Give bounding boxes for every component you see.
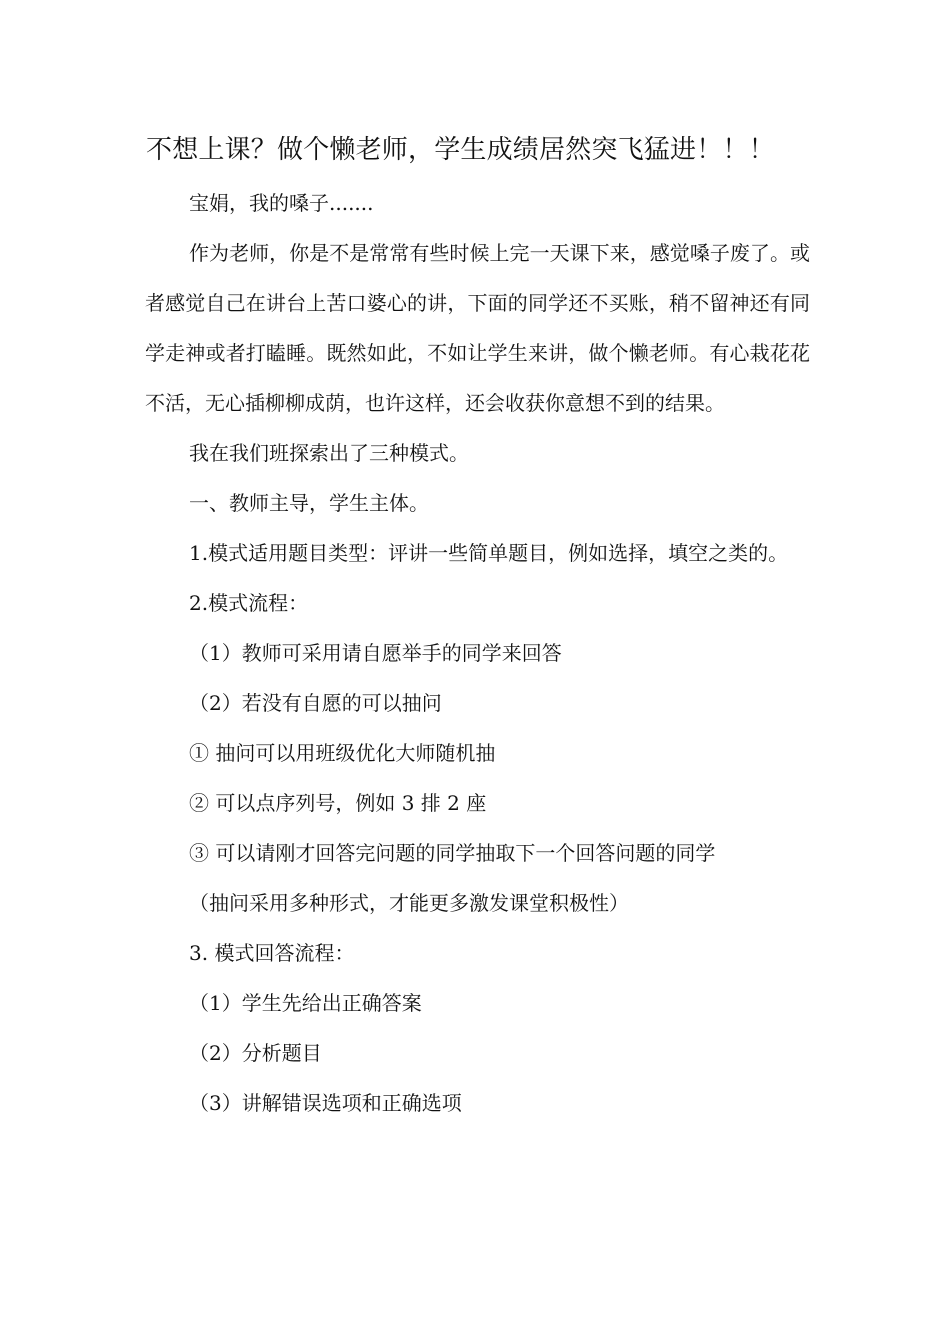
list-item-next-student: ③ 可以请刚才回答完问题的同学抽取下一个回答问题的同学 xyxy=(189,841,716,865)
paragraph-answer-flow-heading: 3. 模式回答流程： xyxy=(189,941,355,965)
list-item-correct-answer: （1）学生先给出正确答案 xyxy=(189,991,422,1015)
document-body xyxy=(145,178,810,1128)
paragraph-three-modes: 我在我们班探索出了三种模式。 xyxy=(189,441,469,465)
paragraph-question-note: （抽问采用多种形式，才能更多激发课堂积极性） xyxy=(189,891,629,915)
section-heading-mode-one: 一、教师主导，学生主体。 xyxy=(189,491,429,515)
list-item-class-tool: ① 抽问可以用班级优化大师随机抽 xyxy=(189,741,496,765)
paragraph-mode-flow-heading: 2.模式流程： xyxy=(189,591,309,615)
list-item-volunteer: （1）教师可采用请自愿举手的同学来回答 xyxy=(189,641,562,665)
document-title: 不想上课？做个懒老师，学生成绩居然突飞猛进！！！ xyxy=(146,135,775,165)
paragraph-teacher-question: 作为老师，你是不是常常有些时候上完一天课下来，感觉嗓子废了。或者感觉自己在讲台上苦口婆心的讲，下面的同学还不买账，稍不留神还有同学走神或者打瞌睡。既然如此，不如让学生来讲，做个懒老师。有心栽花花不活，无心插柳柳成荫，也许这样，还会收获你意想不到的结果。 xyxy=(145,241,810,415)
paragraph-intro: 宝娟，我的嗓子....... xyxy=(189,191,374,215)
list-item-random-question: （2）若没有自愿的可以抽问 xyxy=(189,691,442,715)
paragraph-question-types: 1.模式适用题目类型：评讲一些简单题目，例如选择，填空之类的。 xyxy=(189,541,789,565)
list-item-analyze-question: （2）分析题目 xyxy=(189,1041,322,1065)
list-item-seat-number: ② 可以点序列号，例如 3 排 2 座 xyxy=(189,791,487,815)
list-item-explain-options: （3）讲解错误选项和正确选项 xyxy=(189,1091,462,1115)
